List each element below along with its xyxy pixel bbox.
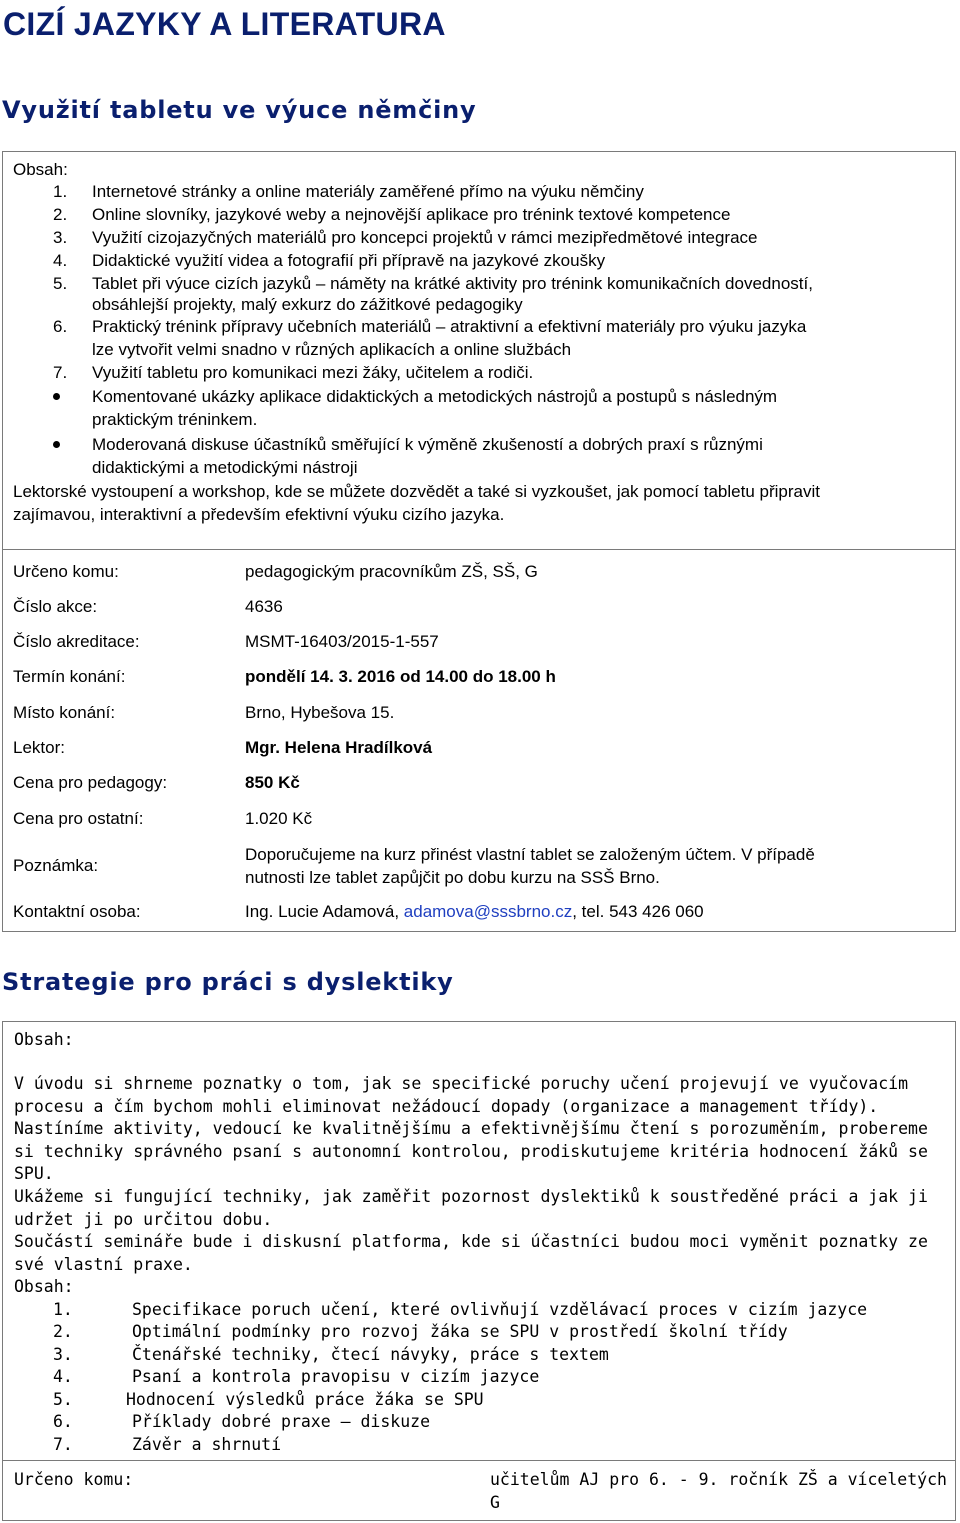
contact-value <box>245 901 704 923</box>
list-item-number: 3. <box>53 1345 73 1364</box>
list-item-number: 6. <box>53 1412 73 1431</box>
paragraph-line: Nastíníme aktivity, vedoucí ke kvalitnějšímu a efektivnějšímu čtení s porozuměním, probereme <box>14 1119 928 1138</box>
course2-target-label: Určeno komu: <box>14 1470 134 1489</box>
list-item-number: 4. <box>53 1367 73 1386</box>
date-value: pondělí 14. 3. 2016 od 14.00 do 18.00 h <box>245 667 556 686</box>
list-item: Závěr a shrnutí <box>132 1435 282 1454</box>
list-item-number: 3. <box>53 228 68 247</box>
contact-email-link[interactable]: adamova@sssbrno.cz <box>403 902 573 921</box>
course1-summary-line: Lektorské vystoupení a workshop, kde se můžete dozvědět a také si vyzkoušet, jak pomocí tabletu připravit <box>13 482 820 501</box>
course1-heading: Využití tabletu ve výuce němčiny <box>2 96 477 124</box>
course2-content-label-2: Obsah: <box>14 1277 74 1296</box>
list-item: Využití cizojazyčných materiálů pro koncepci projektů v rámci mezipředmětové integrace <box>92 228 758 247</box>
paragraph-line: V úvodu si shrneme poznatky o tom, jak se specifické poruchy učení projevují ve vyučovacím <box>14 1074 909 1093</box>
place-label: Místo konání: <box>13 703 116 722</box>
course2-target-value: učitelům AJ pro 6. - 9. ročník ZŠ a víceletých <box>490 1470 947 1489</box>
list-item-number: 7. <box>53 1435 73 1454</box>
list-item: Příklady dobré praxe – diskuze <box>132 1412 431 1431</box>
contact-phone: , tel. 543 426 060 <box>572 902 704 921</box>
list-item: Optimální podmínky pro rozvoj žáka se SPU v prostředí školní třídy <box>132 1322 788 1341</box>
divider <box>2 549 956 550</box>
paragraph-line: Ukážeme si fungující techniky, jak zaměřit pozornost dyslektiků k soustředěné práci a jak ji <box>14 1187 928 1206</box>
list-item-number: 6. <box>53 317 68 336</box>
paragraph-line: procesu a čím bychom mohli eliminovat nežádoucí dopady (organizace a management třídy). <box>14 1097 879 1116</box>
price-others-label: Cena pro ostatní: <box>13 809 144 828</box>
list-item-number: 2. <box>53 1322 73 1341</box>
list-item: Internetové stránky a online materiály zaměřené přímo na výuku němčiny <box>92 182 644 201</box>
list-item-number: 1. <box>53 182 68 201</box>
bullet-item-continued: didaktickými a metodickými nástroji <box>92 458 358 477</box>
lector-value: Mgr. Helena Hradílková <box>245 738 433 757</box>
list-item: Psaní a kontrola pravopisu v cizím jazyce <box>132 1367 540 1386</box>
list-item-number: 4. <box>53 251 68 270</box>
price-teachers-label: Cena pro pedagogy: <box>13 773 168 792</box>
course1-summary-line: zajímavou, interaktivní a především efektivní výuku cizího jazyka. <box>13 505 505 524</box>
divider <box>2 1460 956 1461</box>
paragraph-line: si techniky správného psaní s autonomní kontrolou, prodiskutujeme kritéria hodnocení žáků se <box>14 1142 928 1161</box>
list-item-number: 7. <box>53 363 68 382</box>
paragraph-line: Součástí semináře bude i diskusní platforma, kde si účastníci budou moci vyměnit poznatky ze <box>14 1232 928 1251</box>
list-item: Specifikace poruch učení, které ovlivňují vzdělávací proces v cizím jazyce <box>132 1300 868 1319</box>
price-others-value: 1.020 Kč <box>245 809 313 828</box>
accreditation-value: MSMT-16403/2015-1-557 <box>245 632 439 651</box>
list-item-continued: lze vytvořit velmi snadno v různých aplikacích a online službách <box>92 340 572 359</box>
list-item: Tablet při výuce cizích jazyků – náměty na krátké aktivity pro trénink komunikačních dovedností, <box>92 274 813 293</box>
list-item: Hodnocení výsledků práce žáka se SPU <box>126 1390 484 1409</box>
action-number-label: Číslo akce: <box>13 597 98 616</box>
paragraph-line: SPU. <box>14 1164 54 1183</box>
list-item-number: 5. <box>53 274 68 293</box>
note-value-continued: nutnosti lze tablet zapůjčit po dobu kurzu na SSŠ Brno. <box>245 868 660 887</box>
list-item-number: 2. <box>53 205 68 224</box>
list-item: Čtenářské techniky, čtecí návyky, práce s textem <box>132 1345 609 1364</box>
contact-name: Ing. Lucie Adamová, <box>245 902 404 921</box>
note-value: Doporučujeme na kurz přinést vlastní tablet se založeným účtem. V případě <box>245 845 815 864</box>
contact-label: Kontaktní osoba: <box>13 902 141 921</box>
list-item-continued: obsáhlejší projekty, malý exkurz do zážitkové pedagogiky <box>92 295 523 314</box>
action-number-value: 4636 <box>245 597 283 616</box>
date-label: Termín konání: <box>13 667 126 686</box>
course2-target-value-continued: G <box>490 1493 500 1512</box>
course2-content-label: Obsah: <box>14 1030 74 1049</box>
list-item: Didaktické využití videa a fotografií při přípravě na jazykové zkoušky <box>92 251 606 270</box>
bullet-item-continued: praktickým tréninkem. <box>92 410 258 429</box>
paragraph-line: udržet ji po určitou dobu. <box>14 1210 273 1229</box>
bullet-icon <box>53 393 60 400</box>
list-item-number: 5. <box>53 1390 73 1409</box>
paragraph-line: své vlastní praxe. <box>14 1255 193 1274</box>
list-item: Praktický trénink přípravy učebních materiálů – atraktivní a efektivní materiály pro výuku jazyka <box>92 317 807 336</box>
list-item: Využití tabletu pro komunikaci mezi žáky, učitelem a rodiči. <box>92 363 534 382</box>
course1-content-label: Obsah: <box>13 160 68 179</box>
bullet-item: Moderovaná diskuse účastníků směřující k výměně zkušeností a dobrých praxí s různými <box>92 435 763 454</box>
note-label: Poznámka: <box>13 856 99 875</box>
bullet-icon <box>53 441 60 448</box>
bullet-item: Komentované ukázky aplikace didaktických a metodických nástrojů a postupů s následným <box>92 387 778 406</box>
course2-heading: Strategie pro práci s dyslektiky <box>2 968 454 996</box>
lector-label: Lektor: <box>13 738 65 757</box>
list-item-number: 1. <box>53 1300 73 1319</box>
target-value: pedagogickým pracovníkům ZŠ, SŠ, G <box>245 562 538 581</box>
list-item: Online slovníky, jazykové weby a nejnovější aplikace pro trénink textové kompetence <box>92 205 731 224</box>
place-value: Brno, Hybešova 15. <box>245 703 395 722</box>
page-title: CIZÍ JAZYKY A LITERATURA <box>3 6 446 42</box>
price-teachers-value: 850 Kč <box>245 773 300 792</box>
accreditation-label: Číslo akreditace: <box>13 632 140 651</box>
target-label: Určeno komu: <box>13 562 119 581</box>
